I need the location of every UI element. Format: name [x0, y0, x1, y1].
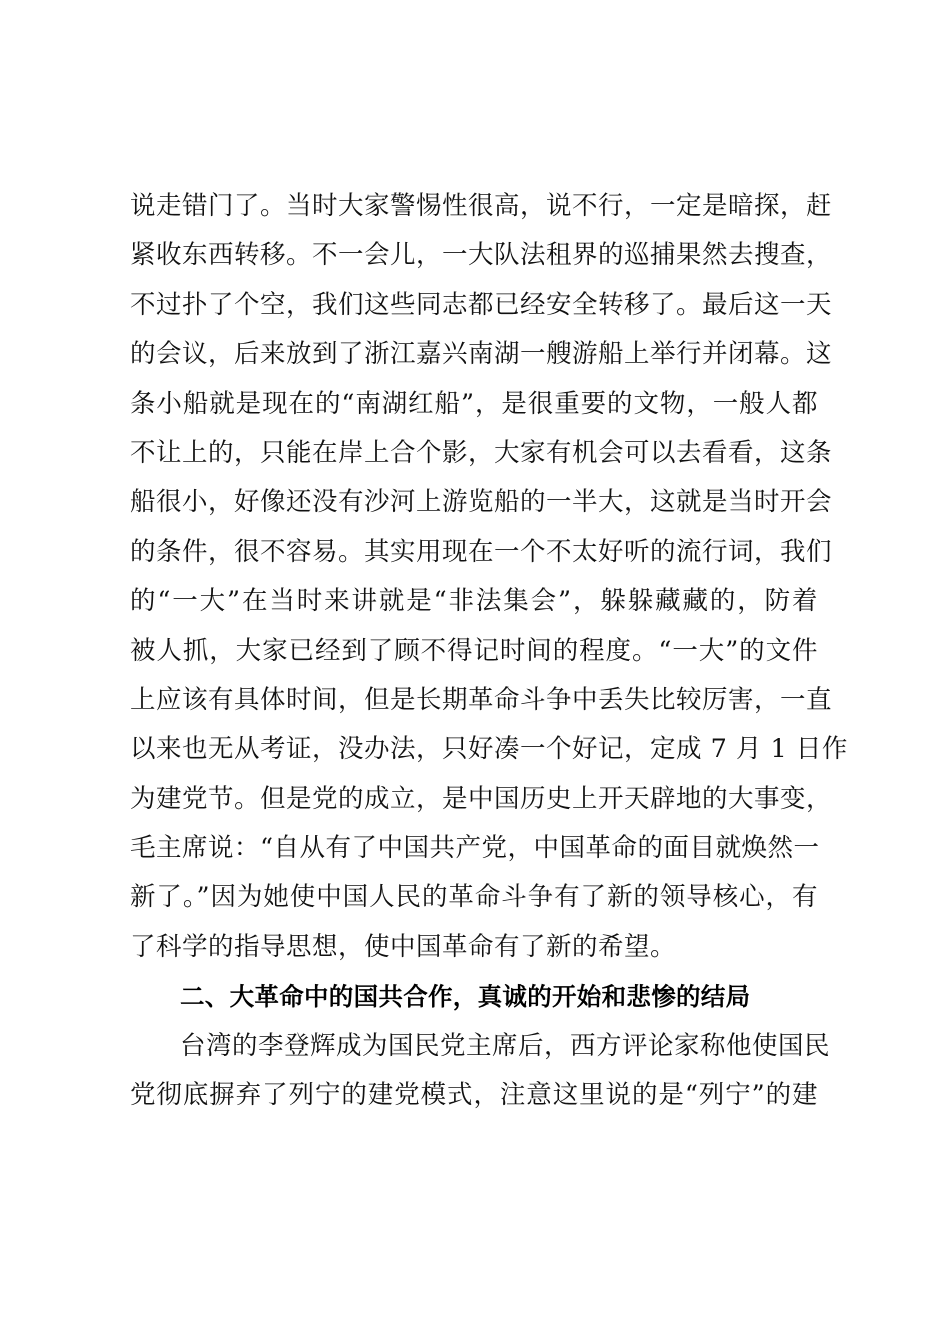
paragraph-line: 的会议，后来放到了浙江嘉兴南湖一艘游船上举行并闭幕。这: [130, 339, 833, 370]
paragraph-line: 了科学的指导思想，使中国革命有了新的希望。: [130, 931, 677, 962]
paragraph-line: 不让上的，只能在岸上合个影，大家有机会可以去看看，这条: [130, 437, 833, 468]
paragraph-line: 上应该有具体时间，但是长期革命斗争中丢失比较厉害，一直: [130, 684, 833, 715]
paragraph-line: 紧收东西转移。不一会儿，一大队法租界的巡捕果然去搜查，: [130, 240, 833, 271]
paragraph-line: 被人抓，大家已经到了顾不得记时间的程度。“一大”的文件: [130, 635, 818, 666]
paragraph-line: 以来也无从考证，没办法，只好凑一个好记，定成 7 月 1 日作: [130, 734, 848, 765]
paragraph-line: 党彻底摒弃了列宁的建党模式，注意这里说的是“列宁”的建: [130, 1080, 818, 1111]
paragraph-line: 说走错门了。当时大家警惕性很高，说不行，一定是暗探，赶: [130, 191, 833, 221]
paragraph-line: 的“一大”在当时来讲就是“非法集会”，躲躲藏藏的，防着: [130, 586, 818, 617]
paragraph-line: 毛主席说：“自从有了中国共产党，中国革命的面目就焕然一: [130, 833, 820, 864]
paragraph-line: 为建党节。但是党的成立，是中国历史上开天辟地的大事变，: [130, 783, 833, 814]
paragraph-line: 船很小，好像还没有沙河上游览船的一半大，这就是当时开会: [130, 487, 833, 518]
paragraph-line: 不过扑了个空，我们这些同志都已经安全转移了。最后这一天: [130, 289, 833, 320]
paragraph-line: 台湾的李登辉成为国民党主席后，西方评论家称他使国民: [180, 1030, 831, 1061]
section-heading: 二、大革命中的国共合作，真诚的开始和悲惨的结局: [180, 982, 751, 1012]
paragraph-line: 新了。”因为她使中国人民的革命斗争有了新的领导核心，有: [130, 882, 818, 913]
paragraph-line: 的条件，很不容易。其实用现在一个不太好听的流行词，我们: [130, 536, 833, 567]
body-text: [130, 182, 848, 1120]
paragraph-line: 条小船就是现在的“南湖红船”，是很重要的文物，一般人都: [130, 388, 818, 419]
